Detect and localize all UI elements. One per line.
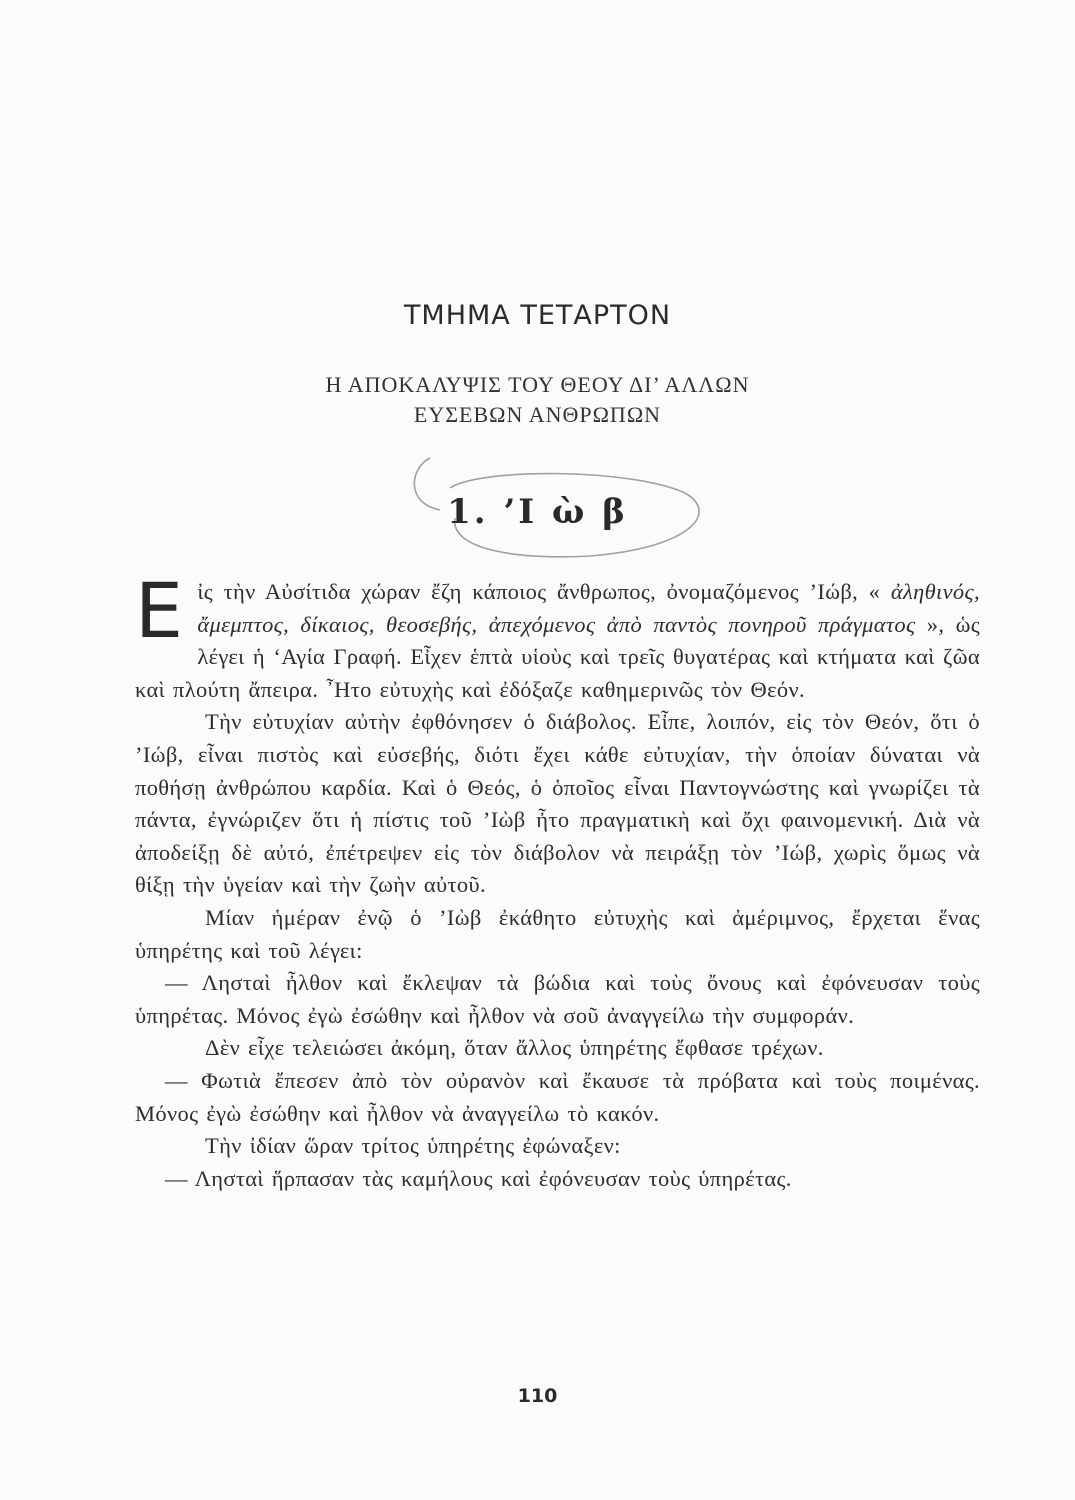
dialogue-2: — Φωτιὰ ἔπεσεν ἀπὸ τὸν οὐρανὸν καὶ ἔκαυσε τὰ πρόβατα καὶ τοὺς ποιμένας. Μόνος ἐγὼ ἐσώθην καὶ ἦλθον νὰ ἀναγγείλω τὸ κακόν. <box>135 1067 980 1126</box>
body-text <box>135 566 980 1195</box>
paragraph-2: Τὴν εὐτυχίαν αὐτὴν ἐφθόνησεν ὁ διάβολος. Εἶπε, λοιπόν, εἰς τὸν Θεόν, ὅτι ὁ ’Ιώβ, εἶναι πιστὸς καὶ εὐσεβής, διότι ἔχει κάθε εὐτυχίαν, τὴν ὁποίαν δύναται νὰ ποθήσῃ ἀνθρώπου καρδία. Καὶ ὁ Θεός, ὁ ὁποῖος εἶναι Παντογνώστης καὶ γνωρίζει τὰ πάντα, ἐγνώριζεν ὅτι ἡ πίστις τοῦ ’Ιὼβ ἦτο πραγματικὴ καὶ ὄχι φαινομενική. Διὰ νὰ ἀποδείξῃ δὲ αὐτό, ἐπέτρεψεν εἰς τὸν διάβολον νὰ πειράξῃ τὸν ’Ιώβ, χωρὶς ὅμως νὰ θίξῃ τὴν ὑγείαν καὶ τὴν ζωὴν αὐτοῦ. <box>135 709 980 898</box>
page-number: 110 <box>517 1385 558 1407</box>
paragraph-5: Δὲν εἶχε τελειώσει ἀκόμη, ὅταν ἄλλος ὑπηρέτης ἔφθασε τρέχων. <box>205 1035 824 1061</box>
paragraph-1 <box>135 566 980 706</box>
paragraph-3: Μίαν ἡμέραν ἐνῷ ὁ ’Ιὼβ ἐκάθητο εὐτυχὴς καὶ ἀμέριμνος, ἔρχεται ἕνας ὑπηρέτης καὶ τοῦ λέγει: <box>135 904 980 963</box>
chapter-title: 1. ’Ι ὼ β <box>447 492 628 532</box>
dialogue-1: — Λησταὶ ἦλθον καὶ ἔκλεψαν τὰ βώδια καὶ τοὺς ὄνους καὶ ἐφόνευσαν τοὺς ὑπηρέτας. Μόνος ἐγὼ ἐσώθην καὶ ἦλθον νὰ σοῦ ἀναγγείλω τὴν συμφοράν. <box>135 970 980 1028</box>
dialogue-3: — Λησταὶ ἥρπασαν τὰς καμήλους καὶ ἐφόνευσαν τοὺς ὑπηρέτας. <box>165 1165 792 1191</box>
subtitle-line-2: ΕΥΣΕΒΩΝ ΑΝΘΡΩΠΩΝ <box>413 402 662 427</box>
section-subtitle <box>0 370 1075 430</box>
scripture-quote: ἀληθινός, ἄμεμπτος, δίκαιος, θεοσεβής, ἀπεχόμενος ἀπὸ παντὸς πονηροῦ πράγματος <box>197 579 980 637</box>
paragraph-7: Τὴν ἰδίαν ὥραν τρίτος ὑπηρέτης ἐφώναξεν: <box>205 1133 621 1159</box>
part-title: ΤΜΗΜΑ ΤΕΤΑΡΤΟΝ <box>403 300 672 331</box>
paragraph-1-end: », ὡς λέγει ἡ ‘Αγία Γραφή. Εἶχεν ἑπτὰ υἱοὺς καὶ τρεῖς θυγατέρας καὶ κτήματα καὶ ζῶα καὶ πλούτη ἄπειρα. ῏Ητο εὐτυχὴς καὶ ἐδόξαζε καθημερινῶς τὸν Θεόν. <box>135 611 980 702</box>
paragraph-1-start: ἰς τὴν Αὐσίτιδα χώραν ἔζη κάποιος ἄνθρωπος, ὀνομαζόμενος ’Ιώβ, « <box>197 579 891 604</box>
subtitle-line-1: Η ΑΠΟΚΑΛΥΨΙΣ ΤΟΥ ΘΕΟΥ ΔΙ’ ΑΛΛΩΝ <box>325 372 750 397</box>
drop-cap: Ε <box>135 566 184 655</box>
